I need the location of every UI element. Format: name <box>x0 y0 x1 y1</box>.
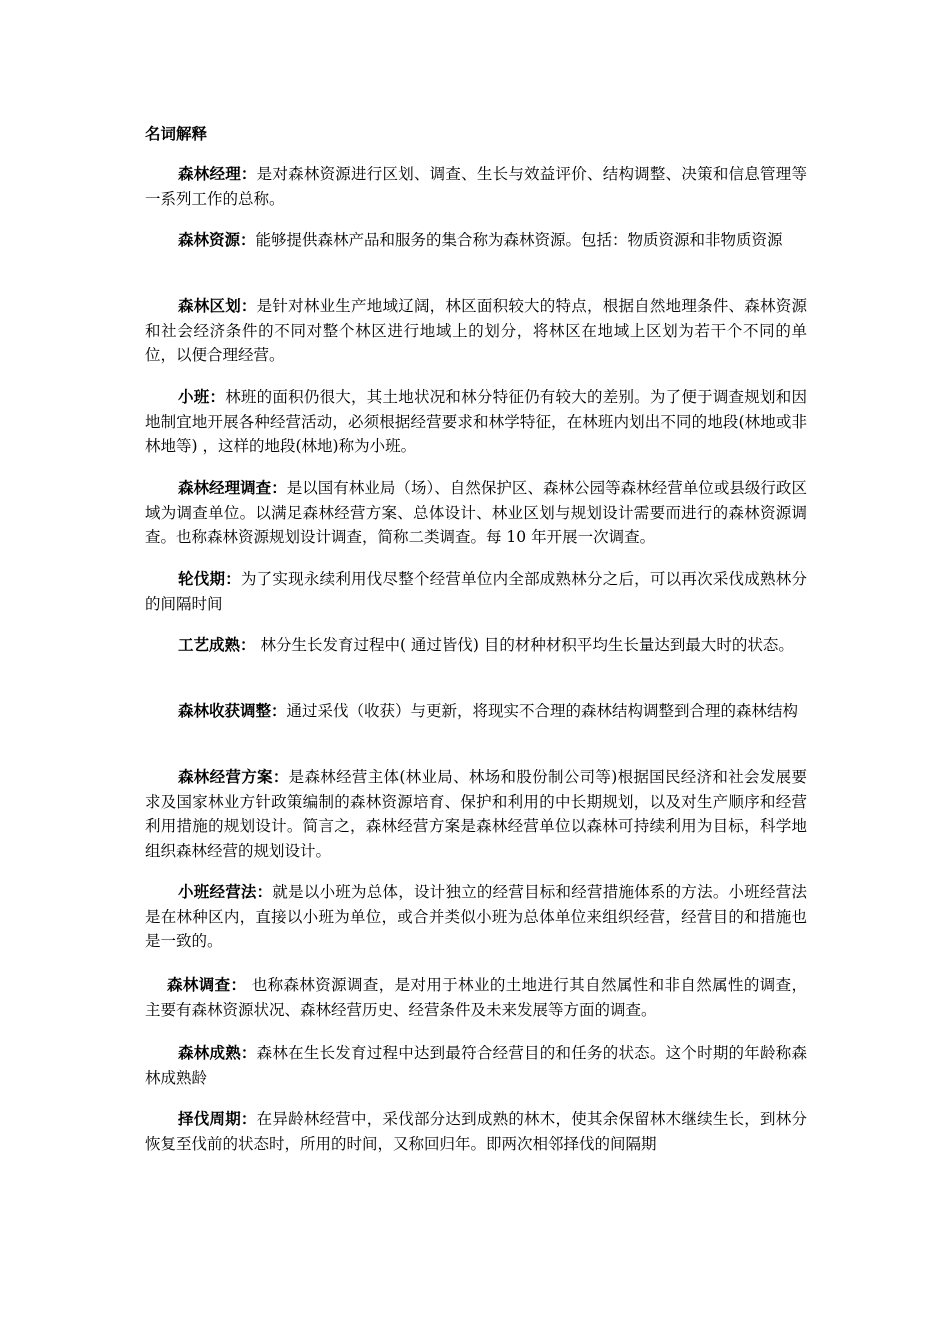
definition-text: 林分生长发育过程中( 通过皆伐) 目的材种材积平均生长量达到最大时的状态。 <box>255 636 794 654</box>
definition-text: 是森林经营主体(林业局、林场和股份制公司等)根据国民经济和社会发展要求及国家林业方针政策编制的森林资源培育、保护和利用的中长期规划，以及对生产顺序和经营利用措施的规划设计。简言之，森林经营方案是森林经营单位以森林可持续利用为目标，科学地组织森林经营的规划设计。 <box>145 768 807 860</box>
definition-entry <box>145 294 807 368</box>
term-label: 森林经理 <box>178 164 241 183</box>
definition-text: 森林在生长发育过程中达到最符合经营目的和任务的状态。这个时期的年龄称森林成熟龄 <box>145 1044 807 1087</box>
definition-text: 是对森林资源进行区划、调查、生长与效益评价、结构调整、决策和信息管理等一系列工作的总称。 <box>145 165 807 208</box>
definition-text: 林班的面积仍很大，其土地状况和林分特征仍有较大的差别。为了便于调查规划和因地制宜地开展各种经营活动，必须根据经营要求和林学特征，在林班内划出不同的地段(林地或非林地等) ，这样的地段(林地)称为小班。 <box>145 388 807 455</box>
definition-entry <box>145 633 807 658</box>
term-label: 工艺成熟 <box>178 635 241 654</box>
term-label: 森林资源 <box>178 230 241 249</box>
term-separator: ： <box>230 975 247 994</box>
definition-text: 是以国有林业局（场）、自然保护区、森林公园等森林经营单位或县级行政区域为调查单位。以满足森林经营方案、总体设计、林业区划与规划设计需要而进行的森林资源调查。也称森林资源规划设计调查，简称二类调查。每 10 年开展一次调查。 <box>145 479 807 546</box>
definition-entry <box>145 567 807 616</box>
term-label: 择伐周期 <box>178 1109 241 1128</box>
term-label: 森林经理调查 <box>178 478 272 497</box>
definition-text: 通过采伐（收获）与更新，将现实不合理的森林结构调整到合理的森林结构 <box>286 702 799 720</box>
definition-entry <box>145 385 807 459</box>
term-separator: ： <box>240 230 256 249</box>
term-label: 森林经营方案 <box>178 767 273 786</box>
term-separator: ： <box>256 882 273 901</box>
term-separator: ： <box>271 478 287 497</box>
term-separator: ： <box>240 1043 257 1062</box>
term-separator: ： <box>240 635 256 654</box>
definition-entry <box>145 973 807 1022</box>
term-label: 森林调查 <box>167 975 231 994</box>
term-label: 轮伐期 <box>178 569 226 588</box>
definition-entry <box>145 699 807 724</box>
term-label: 森林区划 <box>178 296 241 315</box>
term-label: 小班 <box>178 387 210 406</box>
definition-text: 也称森林资源调查，是对用于林业的土地进行其自然属性和非自然属性的调查，主要有森林资源状况、森林经营历史、经营条件及未来发展等方面的调查。 <box>145 976 807 1019</box>
term-label: 森林收获调整 <box>178 701 272 720</box>
definition-text: 为了实现永续利用伐尽整个经营单位内全部成熟林分之后，可以再次采伐成熟林分的间隔时间 <box>145 570 807 613</box>
definition-entry <box>145 765 807 863</box>
definition-text: 就是以小班为总体，设计独立的经营目标和经营措施体系的方法。小班经营法是在林种区内，直接以小班为单位，或合并类似小班为总体单位来组织经营，经营目的和措施也是一致的。 <box>145 883 807 950</box>
term-label: 森林成熟 <box>178 1043 241 1062</box>
term-separator: ： <box>240 164 257 183</box>
definition-entry <box>145 162 807 211</box>
definition-entry <box>145 476 807 550</box>
term-separator: ： <box>240 296 257 315</box>
document-heading: 名词解释 <box>145 124 208 143</box>
definition-entry <box>145 1107 807 1156</box>
term-label: 小班经营法 <box>178 882 257 901</box>
definition-text: 能够提供森林产品和服务的集合称为森林资源。包括：物质资源和非物质资源 <box>255 231 783 249</box>
term-separator: ： <box>225 569 241 588</box>
term-separator: ： <box>209 387 226 406</box>
term-separator: ： <box>272 767 289 786</box>
term-separator: ： <box>271 701 287 720</box>
definition-entry <box>145 880 807 954</box>
definition-entry <box>145 228 807 253</box>
definition-text: 是针对林业生产地域辽阔，林区面积较大的特点，根据自然地理条件、森林资源和社会经济条件的不同对整个林区进行地域上的划分，将林区在地域上区划为若干个不同的单位，以便合理经营。 <box>145 297 807 364</box>
definition-entry <box>145 1041 807 1090</box>
definition-text: 在异龄林经营中，采伐部分达到成熟的林木，使其余保留林木继续生长，到林分恢复至伐前的状态时，所用的时间，又称回归年。即两次相邻择伐的间隔期 <box>145 1110 807 1153</box>
term-separator: ： <box>240 1109 257 1128</box>
